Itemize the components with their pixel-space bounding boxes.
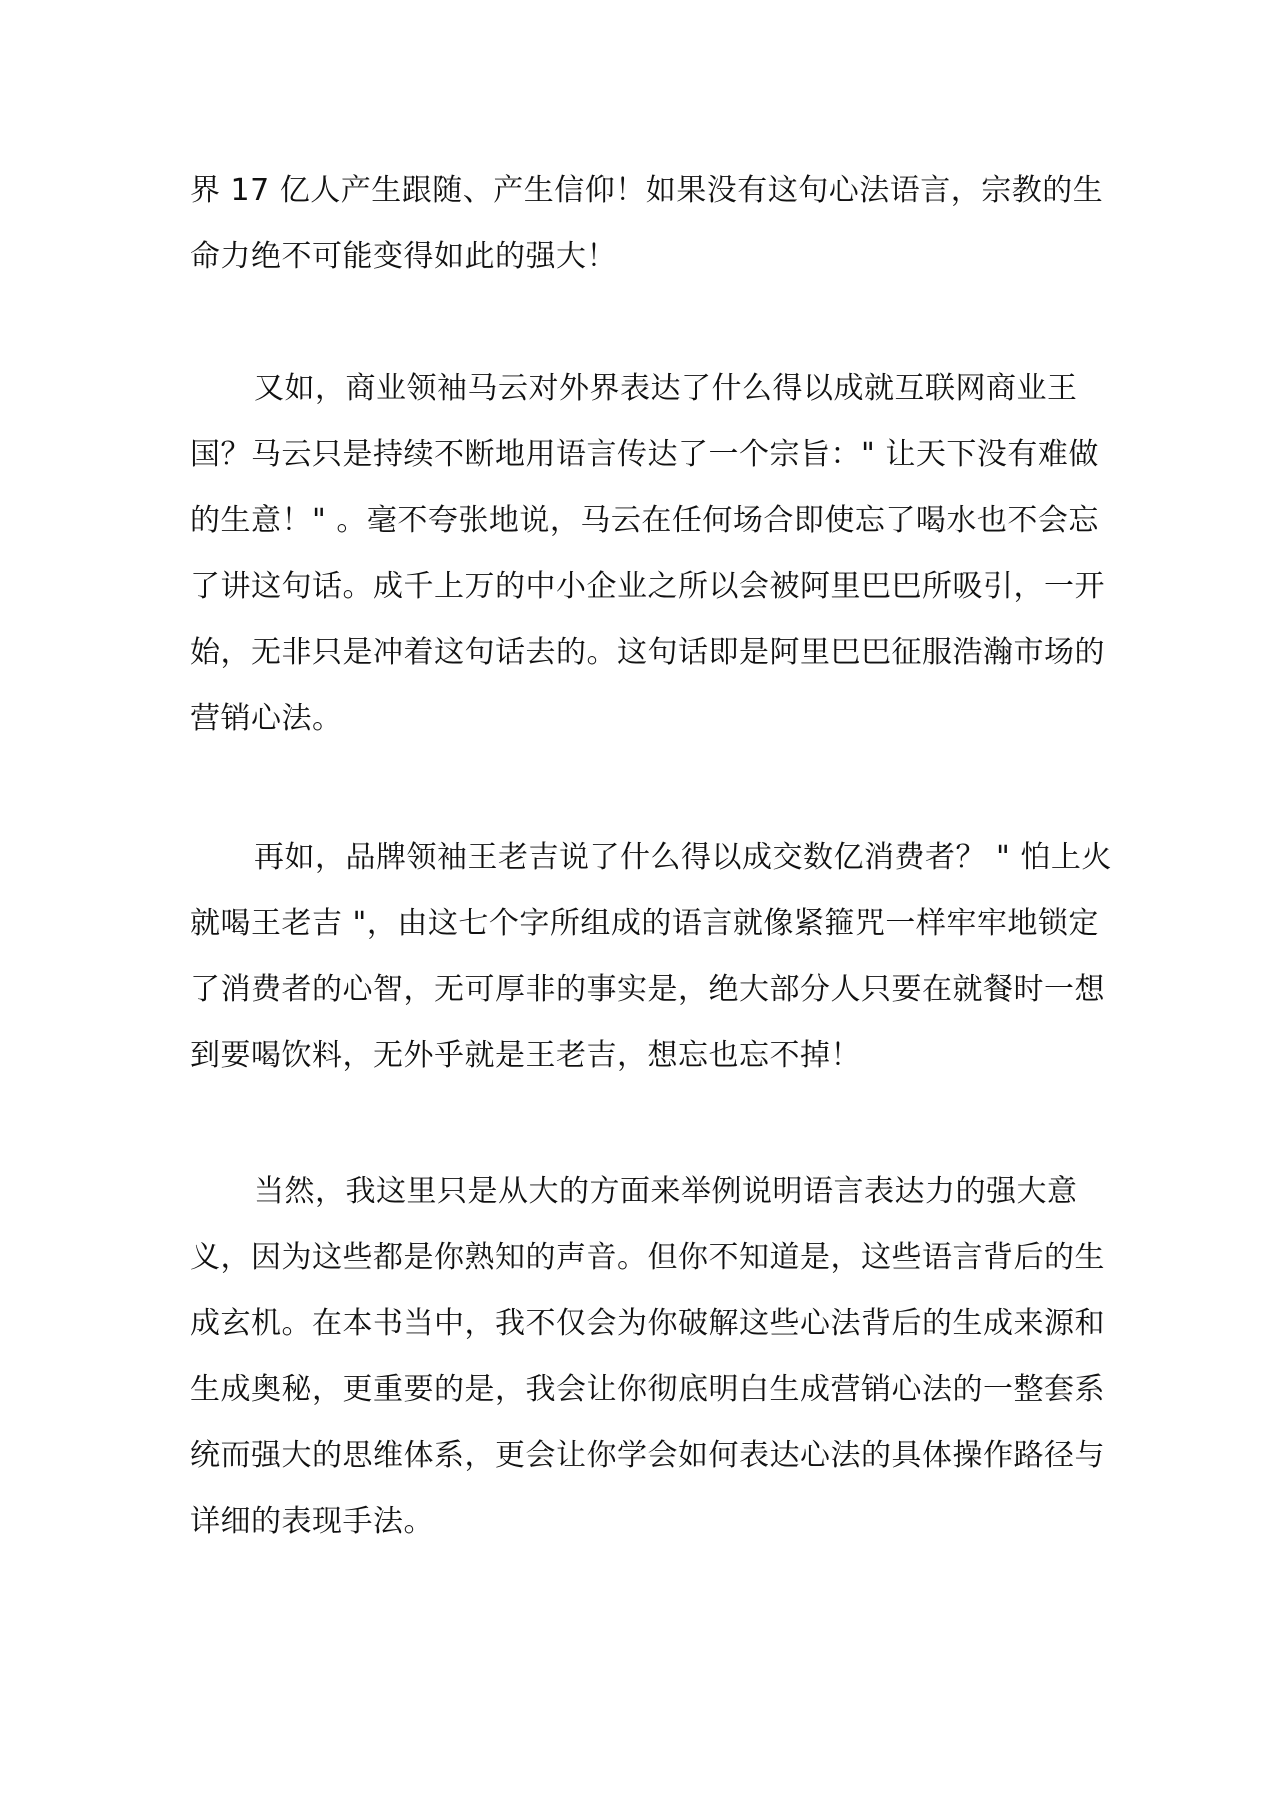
text-line: 了讲这句话。成千上万的中小企业之所以会被阿里巴巴所吸引，一开 xyxy=(190,569,1105,604)
text-line: 当然，我这里只是从大的方面来举例说明语言表达力的强大意 xyxy=(254,1174,1078,1209)
text-line: 始，无非只是冲着这句话去的。这句话即是阿里巴巴征服浩瀚市场的 xyxy=(190,635,1105,670)
text-line: 成玄机。在本书当中，我不仅会为你破解这些心法背后的生成来源和 xyxy=(190,1306,1105,1341)
text-line: 生成奥秘，更重要的是，我会让你彻底明白生成营销心法的一整套系 xyxy=(190,1372,1105,1407)
text-line: 又如，商业领袖马云对外界表达了什么得以成就互联网商业王 xyxy=(254,371,1078,406)
text-line: 了消费者的心智，无可厚非的事实是，绝大部分人只要在就餐时一想 xyxy=(190,972,1105,1007)
paragraph-religion-conclusion xyxy=(190,158,1104,290)
text-line: 界 17 亿人产生跟随、产生信仰！如果没有这句心法语言，宗教的生 xyxy=(190,173,1104,208)
text-line: 的生意！" 。毫不夸张地说，马云在任何场合即使忘了喝水也不会忘 xyxy=(190,503,1099,538)
text-line: 营销心法。 xyxy=(190,701,343,736)
text-line: 义，因为这些都是你熟知的声音。但你不知道是，这些语言背后的生 xyxy=(190,1240,1105,1275)
text-line: 命力绝不可能变得如此的强大！ xyxy=(190,239,617,274)
text-line: 详细的表现手法。 xyxy=(190,1504,434,1539)
text-line: 到要喝饮料，无外乎就是王老吉，想忘也忘不掉！ xyxy=(190,1038,861,1073)
text-line: 就喝王老吉 "，由这七个字所组成的语言就像紧箍咒一样牢牢地锁定 xyxy=(190,906,1099,941)
paragraph-book-intro xyxy=(190,1159,1105,1555)
text-line: 再如，品牌领袖王老吉说了什么得以成交数亿消费者？ " 怕上火 xyxy=(254,840,1112,875)
paragraph-wanglaoji xyxy=(190,825,1112,1089)
text-line: 统而强大的思维体系，更会让你学会如何表达心法的具体操作路径与 xyxy=(190,1438,1105,1473)
text-line: 国？马云只是持续不断地用语言传达了一个宗旨：" 让天下没有难做 xyxy=(190,437,1099,472)
paragraph-jack-ma xyxy=(190,356,1105,752)
